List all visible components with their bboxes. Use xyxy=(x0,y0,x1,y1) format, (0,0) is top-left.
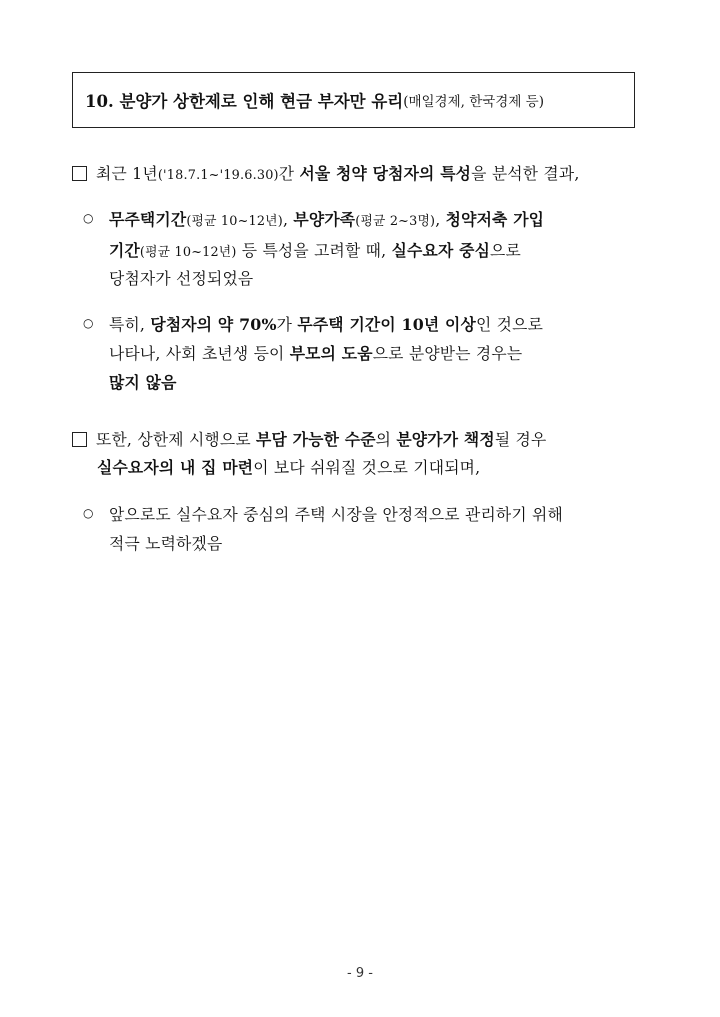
bullet3-line1: 앞으로도 실수요자 중심의 주택 시장을 안정적으로 관리하기 위해 xyxy=(109,505,563,524)
checkbox-square-icon xyxy=(72,166,87,181)
section2-line1: 또한, 상한제 시행으로 부담 가능한 수준의 분양가가 책정될 경우 xyxy=(72,427,546,450)
bullet1-line1: 무주택기간(평균 10~12년), 부양가족(평균 2~3명), 청약저축 가입 xyxy=(109,210,545,229)
bullet-circle-icon: ○ xyxy=(83,506,94,520)
page-number: - 9 - xyxy=(347,966,373,981)
bullet2-line3: 많지 않음 xyxy=(109,373,177,392)
bullet-circle-icon: ○ xyxy=(83,211,94,225)
section-title: 10. 분양가 상한제로 인해 현금 부자만 유리 xyxy=(85,92,404,111)
checkbox-square-icon xyxy=(72,432,87,447)
bullet3-line2: 적극 노력하겠음 xyxy=(109,534,223,553)
bullet1-line2: 기간(평균 10~12년) 등 특성을 고려할 때, 실수요자 중심으로 xyxy=(109,241,521,260)
bullet-circle-icon: ○ xyxy=(83,316,94,330)
bullet1-line3: 당첨자가 선정되었음 xyxy=(109,269,254,288)
section1-line: 최근 1년('18.7.1~'19.6.30)간 서울 청약 당첨자의 특성을 분석한 결과, xyxy=(72,161,580,184)
bullet2-line1: 특히, 당첨자의 약 70%가 무주택 기간이 10년 이상인 것으로 xyxy=(109,315,544,334)
section-title-box xyxy=(72,72,635,128)
section2-line2: 실수요자의 내 집 마련이 보다 쉬워질 것으로 기대되며, xyxy=(97,458,481,477)
section-title-source: (매일경제, 한국경제 등) xyxy=(403,94,544,110)
bullet2-line2: 나타나, 사회 초년생 등이 부모의 도움으로 분양받는 경우는 xyxy=(109,344,523,363)
